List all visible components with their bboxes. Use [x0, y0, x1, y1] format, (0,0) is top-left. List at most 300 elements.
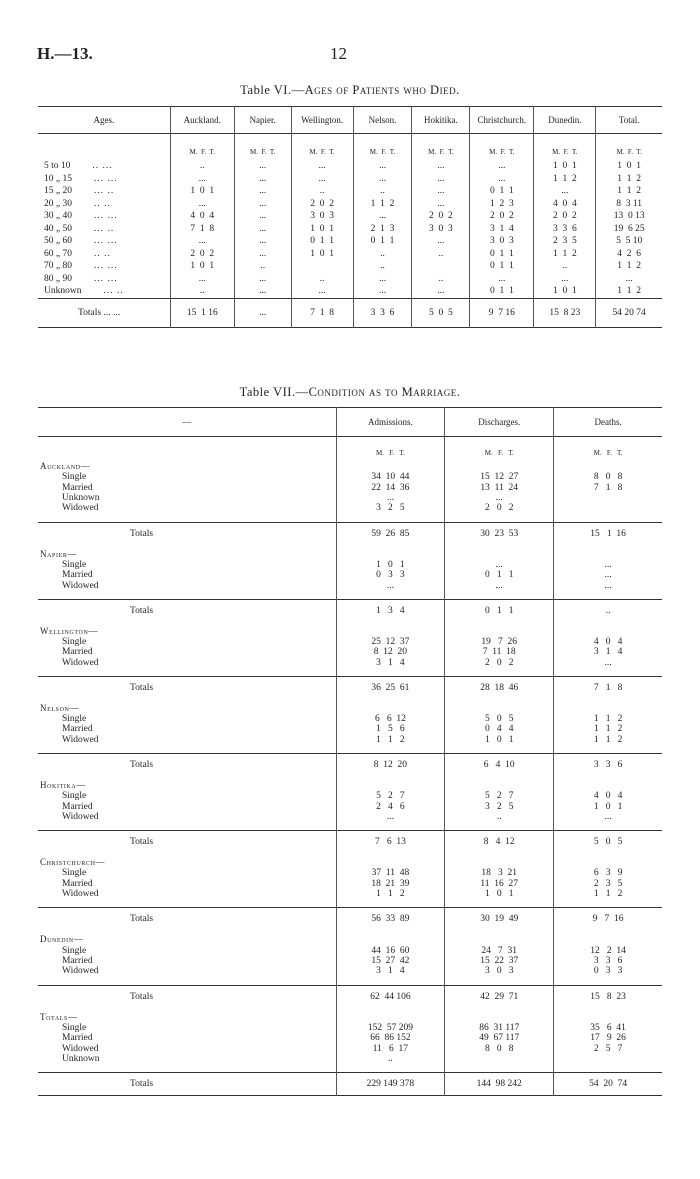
admissions-cell: 15 27 42	[336, 956, 445, 966]
empty-cell	[38, 591, 336, 600]
col-header-discharges: Discharges.	[445, 408, 554, 437]
deaths-cell: ...	[554, 560, 662, 570]
discharges-cell: 18 3 21	[445, 868, 554, 878]
condition-row	[38, 580, 662, 590]
condition-label-cell	[38, 1043, 336, 1053]
total-cell: 5 0 5	[412, 298, 470, 327]
admissions-total: 36 25 61	[336, 676, 445, 699]
region-header-row	[38, 853, 662, 868]
age-row	[38, 198, 662, 211]
discharges-cell: 1 0 1	[445, 889, 554, 899]
deaths-cell: 0 3 3	[554, 966, 662, 976]
empty-cell	[445, 930, 554, 945]
empty-cell	[336, 668, 445, 677]
count-cell	[291, 260, 353, 273]
count-cell: 2 0 2	[412, 210, 470, 223]
deaths-cell	[554, 503, 662, 513]
admissions-cell: 8 12 20	[336, 647, 445, 657]
age-row	[38, 273, 662, 286]
condition-label-cell	[38, 801, 336, 811]
condition-label: Single	[62, 714, 87, 725]
count-cell: 3 0 3	[412, 223, 470, 236]
count-cell: ..	[412, 273, 470, 286]
count-cell: 1 0 1	[596, 160, 662, 173]
admissions-cell: ...	[336, 580, 445, 590]
table6-title	[0, 83, 700, 98]
col-header-dunedin: Dunedin.	[534, 107, 596, 134]
leader-dots: ... ...	[93, 261, 118, 272]
count-cell: ...	[412, 160, 470, 173]
condition-label: Single	[62, 868, 87, 879]
totals-label: Totals	[130, 605, 154, 616]
spacer-row	[38, 745, 662, 754]
empty-cell	[445, 699, 554, 714]
condition-label: Married	[62, 482, 93, 493]
count-cell: ...	[470, 173, 534, 186]
deaths-cell: ...	[554, 812, 662, 822]
count-cell: ...	[470, 273, 534, 286]
condition-row	[38, 493, 662, 503]
col-header-admissions: Admissions.	[336, 408, 445, 437]
empty-cell	[336, 545, 445, 560]
condition-label-cell	[38, 580, 336, 590]
age-range-cell	[38, 223, 170, 236]
empty-cell	[336, 1064, 445, 1073]
count-cell: ...	[170, 173, 234, 186]
count-cell: ...	[291, 173, 353, 186]
discharges-cell: 11 16 27	[445, 879, 554, 889]
condition-row	[38, 889, 662, 899]
admissions-cell: ...	[336, 812, 445, 822]
region-header-row	[38, 930, 662, 945]
count-cell: 8 3 11	[596, 198, 662, 211]
mft-label: M. F. T.	[445, 437, 554, 458]
deaths-cell: 6 3 9	[554, 868, 662, 878]
deaths-cell: 3 1 4	[554, 647, 662, 657]
region-name-christchurch: Christchurch—	[40, 857, 106, 868]
discharges-cell: 86 31 117	[445, 1023, 554, 1033]
age-row	[38, 210, 662, 223]
count-cell: 3 1 4	[470, 223, 534, 236]
count-cell: 1 1 2	[534, 248, 596, 261]
deaths-total: 15 1 16	[554, 522, 662, 545]
admissions-cell: 44 16 60	[336, 945, 445, 955]
empty-cell	[445, 776, 554, 791]
age-row	[38, 160, 662, 173]
count-cell: ...	[234, 223, 291, 236]
count-cell: ...	[412, 185, 470, 198]
admissions-total: 7 6 13	[336, 831, 445, 854]
count-cell: 0 1 1	[353, 235, 412, 248]
count-cell: 1 1 2	[596, 173, 662, 186]
count-cell: ..	[353, 248, 412, 261]
total-cell: 15 8 23	[534, 298, 596, 327]
condition-row	[38, 1054, 662, 1064]
count-cell: 0 1 1	[470, 260, 534, 273]
count-cell: ..	[353, 260, 412, 273]
spacer-row	[38, 899, 662, 908]
count-cell: 2 0 2	[534, 210, 596, 223]
total-cell: 3 3 6	[353, 298, 412, 327]
condition-row	[38, 570, 662, 580]
mft-label: M. F. T.	[534, 134, 596, 157]
admissions-cell: ...	[336, 493, 445, 503]
count-cell: ...	[170, 198, 234, 211]
region-totals-row	[38, 908, 662, 931]
admissions-total: 59 26 85	[336, 522, 445, 545]
age-range-cell	[38, 210, 170, 223]
empty-cell	[445, 822, 554, 831]
condition-label-cell	[38, 889, 336, 899]
age-range: 60 „ 70	[44, 248, 72, 259]
mft-label: M. F. T.	[234, 134, 291, 157]
deaths-total: 9 7 16	[554, 908, 662, 931]
count-cell: ...	[234, 235, 291, 248]
condition-label-cell	[38, 493, 336, 503]
count-cell: 1 0 1	[170, 185, 234, 198]
age-row	[38, 185, 662, 198]
empty-cell	[336, 745, 445, 754]
region-name-cell	[38, 699, 336, 714]
leader-dots: ... ...	[93, 273, 118, 284]
empty-cell	[554, 622, 662, 637]
region-header-row	[38, 1008, 662, 1023]
discharges-cell: 19 7 26	[445, 637, 554, 647]
age-range: 40 „ 50	[44, 223, 72, 234]
discharges-cell: 3 0 3	[445, 966, 554, 976]
discharges-cell: 1 0 1	[445, 735, 554, 745]
empty-cell	[554, 745, 662, 754]
col-header-christchurch: Christchurch.	[470, 107, 534, 134]
totals-label-cell	[38, 522, 336, 545]
col-header-wellington: Wellington.	[291, 107, 353, 134]
totals-label-cell	[38, 676, 336, 699]
empty-cell	[445, 457, 554, 472]
condition-label: Married	[62, 724, 93, 735]
table7-title	[0, 385, 700, 400]
condition-label-cell	[38, 1054, 336, 1064]
age-range-cell	[38, 235, 170, 248]
condition-label-cell	[38, 570, 336, 580]
count-cell: ...	[412, 173, 470, 186]
empty-cell	[554, 977, 662, 986]
col-header-ages: Ages.	[38, 107, 170, 134]
admissions-total: 56 33 89	[336, 908, 445, 931]
count-cell: ...	[170, 235, 234, 248]
admissions-cell: ..	[336, 1054, 445, 1064]
admissions-total: 229 149 378	[336, 1073, 445, 1096]
admissions-cell: 66 86 152	[336, 1033, 445, 1043]
condition-label: Married	[62, 647, 93, 658]
region-name-cell	[38, 930, 336, 945]
region-totals-row	[38, 985, 662, 1008]
count-cell: 2 0 2	[291, 198, 353, 211]
total-cell: 9 7 16	[470, 298, 534, 327]
condition-label: Unknown	[62, 1053, 100, 1064]
condition-label-cell	[38, 735, 336, 745]
leader-dots: ... ..	[103, 286, 124, 297]
mft-label: M. F. T.	[353, 134, 412, 157]
count-cell: ...	[291, 285, 353, 298]
count-cell: 2 0 2	[470, 210, 534, 223]
count-cell: ...	[234, 185, 291, 198]
empty-cell	[554, 668, 662, 677]
col-header-total: Total.	[596, 107, 662, 134]
deaths-cell: 17 9 26	[554, 1033, 662, 1043]
condition-label: Single	[62, 559, 87, 570]
discharges-cell: 7 11 18	[445, 647, 554, 657]
condition-label: Single	[62, 472, 87, 483]
mft-label: M. F. T.	[291, 134, 353, 157]
count-cell: ..	[412, 248, 470, 261]
condition-label: Married	[62, 956, 93, 966]
condition-row	[38, 637, 662, 647]
count-cell: 3 0 3	[470, 235, 534, 248]
totals-label: Totals ... ...	[38, 298, 170, 327]
age-range: 20 „ 30	[44, 198, 72, 209]
totals-label: Totals	[130, 1079, 154, 1090]
discharges-cell: 15 22 37	[445, 956, 554, 966]
leader-dots: ... ...	[93, 236, 118, 247]
condition-label: Married	[62, 878, 93, 889]
deaths-total: 5 0 5	[554, 831, 662, 854]
empty-cell	[554, 514, 662, 523]
totals-label-cell	[38, 754, 336, 777]
region-name-nelson: Nelson—	[40, 702, 80, 713]
empty-cell	[445, 1064, 554, 1073]
deaths-total: 15 8 23	[554, 985, 662, 1008]
table7-title-rest: Condition as to Marriage.	[308, 385, 461, 399]
deaths-total: 3 3 6	[554, 754, 662, 777]
empty-cell	[38, 977, 336, 986]
leader-dots: ... ...	[93, 173, 118, 184]
count-cell: 5 5 10	[596, 235, 662, 248]
region-totals-row	[38, 599, 662, 622]
condition-row	[38, 1033, 662, 1043]
totals-label-cell	[38, 908, 336, 931]
deaths-cell: 4 0 4	[554, 637, 662, 647]
count-cell: ..	[291, 273, 353, 286]
admissions-cell: 11 6 17	[336, 1043, 445, 1053]
empty-cell	[336, 1008, 445, 1023]
condition-label: Widowed	[62, 734, 99, 745]
totals-label-cell	[38, 599, 336, 622]
condition-label-cell	[38, 560, 336, 570]
deaths-cell: ...	[554, 580, 662, 590]
condition-label: Unknown	[62, 492, 100, 503]
discharges-total: 144 98 242	[445, 1073, 554, 1096]
spacer-row	[38, 977, 662, 986]
condition-label-cell	[38, 647, 336, 657]
admissions-cell: 3 1 4	[336, 966, 445, 976]
empty-cell	[554, 1008, 662, 1023]
condition-label-cell	[38, 879, 336, 889]
age-range-cell	[38, 185, 170, 198]
condition-row	[38, 945, 662, 955]
deaths-total: ..	[554, 599, 662, 622]
leader-dots: .. ..	[93, 198, 111, 209]
spacer-row	[38, 668, 662, 677]
empty-cell	[336, 977, 445, 986]
count-cell: ...	[170, 273, 234, 286]
count-cell: ...	[596, 273, 662, 286]
age-row	[38, 173, 662, 186]
admissions-cell: 6 6 12	[336, 714, 445, 724]
leader-dots: ... ..	[93, 186, 115, 197]
deaths-cell: 12 2 14	[554, 945, 662, 955]
empty-cell	[336, 930, 445, 945]
deaths-cell: 8 0 8	[554, 472, 662, 482]
age-range-cell	[38, 260, 170, 273]
condition-label: Widowed	[62, 1043, 99, 1054]
region-name-dunedin: Dunedin—	[40, 934, 84, 945]
region-header-row	[38, 622, 662, 637]
count-cell: 1 0 1	[291, 223, 353, 236]
empty-cell	[445, 668, 554, 677]
count-cell: ...	[234, 273, 291, 286]
condition-label-cell	[38, 791, 336, 801]
condition-label: Widowed	[62, 812, 99, 823]
empty-cell	[445, 899, 554, 908]
table7-title-prefix: Table VII.—	[239, 385, 309, 399]
count-cell: ...	[353, 210, 412, 223]
empty-cell	[336, 899, 445, 908]
condition-row	[38, 472, 662, 482]
empty-cell	[38, 1064, 336, 1073]
age-range-cell	[38, 160, 170, 173]
deaths-cell: 3 3 6	[554, 956, 662, 966]
empty-cell	[554, 545, 662, 560]
mft-label: M. F. T.	[470, 134, 534, 157]
condition-as-to-marriage-table	[38, 407, 662, 1096]
age-range: 15 „ 20	[44, 186, 72, 197]
condition-label: Single	[62, 636, 87, 647]
count-cell: 1 1 2	[534, 173, 596, 186]
discharges-cell: ...	[445, 560, 554, 570]
condition-row	[38, 714, 662, 724]
region-name-cell	[38, 853, 336, 868]
admissions-cell: 25 12 37	[336, 637, 445, 647]
count-cell	[412, 260, 470, 273]
empty-cell	[445, 622, 554, 637]
admissions-cell: 3 1 4	[336, 658, 445, 668]
total-cell: 15 1 16	[170, 298, 234, 327]
condition-label-cell	[38, 472, 336, 482]
count-cell: ...	[353, 173, 412, 186]
age-range-cell	[38, 173, 170, 186]
count-cell: 1 0 1	[170, 260, 234, 273]
admissions-cell: 37 11 48	[336, 868, 445, 878]
discharges-cell: 24 7 31	[445, 945, 554, 955]
mft-label: M. F. T.	[596, 134, 662, 157]
count-cell: ...	[234, 210, 291, 223]
condition-label: Single	[62, 1022, 87, 1033]
mft-label: M. F. T.	[336, 437, 445, 458]
count-cell: 19 6 25	[596, 223, 662, 236]
age-range-cell	[38, 198, 170, 211]
age-range: 50 „ 60	[44, 236, 72, 247]
condition-label: Widowed	[62, 966, 99, 977]
condition-label: Widowed	[62, 657, 99, 668]
totals-label: Totals	[130, 760, 154, 771]
empty-cell	[554, 699, 662, 714]
total-cell: 7 1 8	[291, 298, 353, 327]
condition-row	[38, 868, 662, 878]
condition-label: Single	[62, 945, 87, 956]
deaths-cell: 2 5 7	[554, 1043, 662, 1053]
ages-of-patients-table	[38, 106, 662, 328]
region-totals-row	[38, 831, 662, 854]
count-cell: 0 1 1	[291, 235, 353, 248]
deaths-cell: 1 1 2	[554, 714, 662, 724]
col-header-blank: —	[38, 408, 336, 437]
discharges-total: 28 18 46	[445, 676, 554, 699]
empty-cell	[554, 930, 662, 945]
mft-label: M. F. T.	[170, 134, 234, 157]
count-cell: ...	[470, 160, 534, 173]
count-cell: ...	[234, 248, 291, 261]
count-cell: ..	[234, 260, 291, 273]
admissions-cell: 1 1 2	[336, 889, 445, 899]
age-range: 5 to 10	[44, 161, 71, 172]
empty-cell	[336, 853, 445, 868]
region-totals-row	[38, 522, 662, 545]
empty-cell	[445, 591, 554, 600]
discharges-cell: 5 2 7	[445, 791, 554, 801]
condition-label: Married	[62, 570, 93, 581]
count-cell: ...	[291, 160, 353, 173]
condition-row	[38, 879, 662, 889]
leader-dots: ... ...	[93, 211, 118, 222]
deaths-total: 7 1 8	[554, 676, 662, 699]
condition-label-cell	[38, 714, 336, 724]
empty-cell	[445, 977, 554, 986]
region-name-cell	[38, 776, 336, 791]
discharges-cell: 2 0 2	[445, 503, 554, 513]
age-row	[38, 285, 662, 298]
discharges-cell: 15 12 27	[445, 472, 554, 482]
deaths-cell: 7 1 8	[554, 482, 662, 492]
empty-cell	[445, 545, 554, 560]
count-cell: 4 0 4	[534, 198, 596, 211]
admissions-cell: 34 10 44	[336, 472, 445, 482]
count-cell: 0 1 1	[470, 185, 534, 198]
age-range: 70 „ 80	[44, 261, 72, 272]
mft-label: M. F. T.	[412, 134, 470, 157]
discharges-total: 0 1 1	[445, 599, 554, 622]
sex-subheader-row	[38, 437, 662, 458]
count-cell: ...	[353, 273, 412, 286]
count-cell: 3 0 3	[291, 210, 353, 223]
empty-cell	[445, 514, 554, 523]
age-row	[38, 235, 662, 248]
empty-cell	[336, 591, 445, 600]
count-cell: ...	[353, 285, 412, 298]
count-cell: ...	[234, 285, 291, 298]
admissions-total: 8 12 20	[336, 754, 445, 777]
count-cell: 2 1 3	[353, 223, 412, 236]
count-cell: ..	[291, 185, 353, 198]
empty-cell	[38, 899, 336, 908]
count-cell: ...	[534, 273, 596, 286]
page-number: 12	[330, 44, 347, 63]
region-header-row	[38, 457, 662, 472]
region-name-cell	[38, 1008, 336, 1023]
discharges-cell: ...	[445, 580, 554, 590]
admissions-cell: 18 21 39	[336, 879, 445, 889]
deaths-cell: 4 0 4	[554, 791, 662, 801]
discharges-total: 30 23 53	[445, 522, 554, 545]
